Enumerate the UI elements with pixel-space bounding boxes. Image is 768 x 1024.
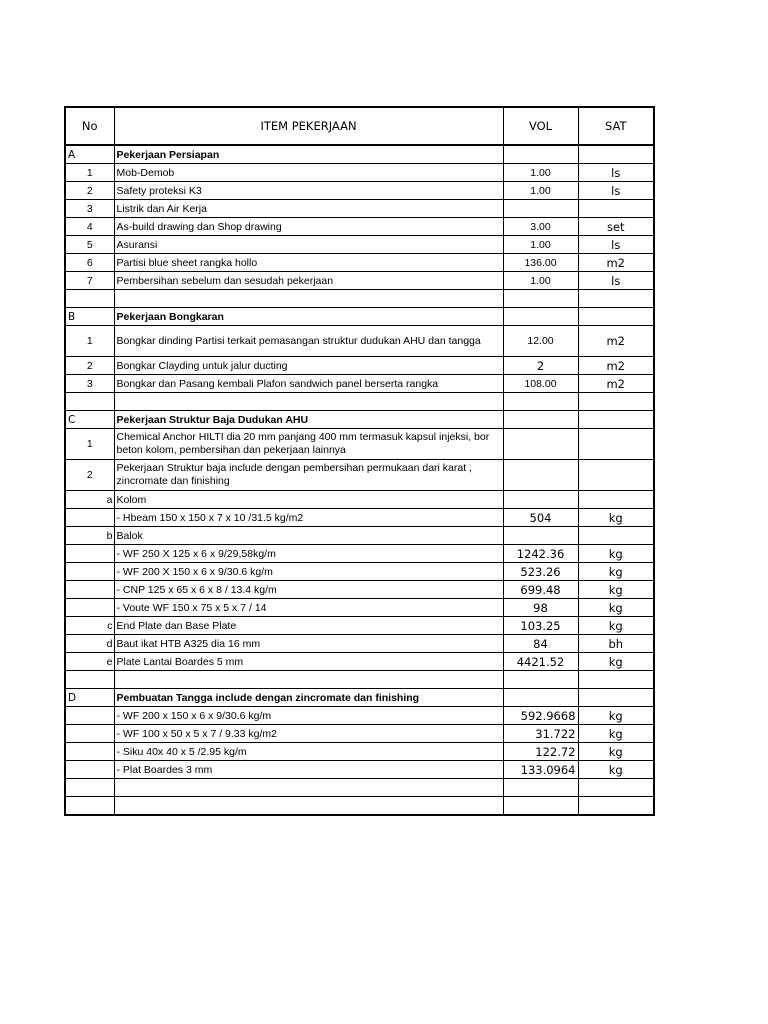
cell-no: e bbox=[65, 653, 114, 671]
cell-no bbox=[65, 599, 114, 617]
table-row bbox=[65, 599, 654, 617]
table-row bbox=[65, 182, 654, 200]
cell-no bbox=[65, 290, 114, 308]
cell-no: 5 bbox=[65, 236, 114, 254]
table-body bbox=[65, 145, 654, 815]
cell-item bbox=[114, 290, 503, 308]
cell-no: C bbox=[65, 411, 114, 429]
table-row bbox=[65, 272, 654, 290]
cell-item: - WF 100 x 50 x 5 x 7 / 9.33 kg/m2 bbox=[114, 725, 503, 743]
cell-item: - Plat Boardes 3 mm bbox=[114, 761, 503, 779]
cell-no: b bbox=[65, 527, 114, 545]
cell-sat bbox=[578, 491, 654, 509]
blank-row bbox=[65, 290, 654, 308]
cell-no bbox=[65, 779, 114, 797]
cell-no: d bbox=[65, 635, 114, 653]
blank-row bbox=[65, 671, 654, 689]
cell-sat: kg bbox=[578, 617, 654, 635]
cell-item: Pekerjaan Struktur baja include dengan pembersihan permukaan dari karat , zincromate dan finishing bbox=[114, 460, 503, 491]
cell-item bbox=[114, 671, 503, 689]
cell-no: 3 bbox=[65, 200, 114, 218]
blank-row bbox=[65, 393, 654, 411]
cell-sat bbox=[578, 393, 654, 411]
cell-vol bbox=[503, 200, 578, 218]
cell-item bbox=[114, 779, 503, 797]
cell-no: 1 bbox=[65, 326, 114, 357]
cell-sat bbox=[578, 779, 654, 797]
cell-no bbox=[65, 761, 114, 779]
cell-no: 2 bbox=[65, 357, 114, 375]
cell-sat: set bbox=[578, 218, 654, 236]
cell-sat: kg bbox=[578, 653, 654, 671]
cell-vol bbox=[503, 393, 578, 411]
cell-item: End Plate dan Base Plate bbox=[114, 617, 503, 635]
table-row bbox=[65, 617, 654, 635]
cell-no: 2 bbox=[65, 460, 114, 491]
cell-vol: 4421.52 bbox=[503, 653, 578, 671]
table-row bbox=[65, 707, 654, 725]
cell-no bbox=[65, 797, 114, 816]
cell-no: c bbox=[65, 617, 114, 635]
cell-sat: bh bbox=[578, 635, 654, 653]
table-row bbox=[65, 164, 654, 182]
table-row bbox=[65, 236, 654, 254]
cell-vol bbox=[503, 460, 578, 491]
cell-sat: kg bbox=[578, 707, 654, 725]
cell-vol bbox=[503, 527, 578, 545]
cell-sat: ls bbox=[578, 236, 654, 254]
table-row bbox=[65, 509, 654, 527]
cell-no: 6 bbox=[65, 254, 114, 272]
cell-vol: 108.00 bbox=[503, 375, 578, 393]
cell-no: D bbox=[65, 689, 114, 707]
cell-vol: 31.722 bbox=[503, 725, 578, 743]
cell-vol: 136.00 bbox=[503, 254, 578, 272]
cell-no bbox=[65, 671, 114, 689]
cell-sat bbox=[578, 290, 654, 308]
cell-sat: ls bbox=[578, 272, 654, 290]
cell-item: Chemical Anchor HILTI dia 20 mm panjang 400 mm termasuk kapsul injeksi, bor beton kolom, pembersihan dan pekerjaan lainnya bbox=[114, 429, 503, 460]
cell-sat: kg bbox=[578, 545, 654, 563]
cell-vol: 122.72 bbox=[503, 743, 578, 761]
cell-sat: m2 bbox=[578, 254, 654, 272]
cell-item: Listrik dan Air Kerja bbox=[114, 200, 503, 218]
blank-row bbox=[65, 779, 654, 797]
cell-item: Bongkar Clayding untuk jalur ducting bbox=[114, 357, 503, 375]
cell-sat: m2 bbox=[578, 375, 654, 393]
cell-vol bbox=[503, 429, 578, 460]
cell-sat: kg bbox=[578, 563, 654, 581]
cell-no bbox=[65, 581, 114, 599]
cell-vol: 3.00 bbox=[503, 218, 578, 236]
table-row bbox=[65, 326, 654, 357]
cell-item bbox=[114, 393, 503, 411]
cell-vol bbox=[503, 308, 578, 326]
cell-item: Balok bbox=[114, 527, 503, 545]
cell-sat bbox=[578, 460, 654, 491]
cell-sat bbox=[578, 671, 654, 689]
cell-vol: 133.0964 bbox=[503, 761, 578, 779]
cell-no: 4 bbox=[65, 218, 114, 236]
cell-sat: kg bbox=[578, 725, 654, 743]
section-row bbox=[65, 308, 654, 326]
cell-vol bbox=[503, 797, 578, 816]
cell-sat: m2 bbox=[578, 357, 654, 375]
cell-item: Partisi blue sheet rangka hollo bbox=[114, 254, 503, 272]
header-vol: VOL bbox=[503, 107, 578, 145]
cell-item: - WF 200 x 150 x 6 x 9/30.6 kg/m bbox=[114, 707, 503, 725]
cell-sat: m2 bbox=[578, 326, 654, 357]
cell-item: Pembuatan Tangga include dengan zincromate dan finishing bbox=[114, 689, 503, 707]
table-row bbox=[65, 375, 654, 393]
table-row bbox=[65, 635, 654, 653]
cell-item: Pekerjaan Bongkaran bbox=[114, 308, 503, 326]
cell-vol bbox=[503, 689, 578, 707]
cell-no bbox=[65, 563, 114, 581]
cell-no: 7 bbox=[65, 272, 114, 290]
cell-sat: ls bbox=[578, 164, 654, 182]
cell-sat bbox=[578, 527, 654, 545]
cell-item: - WF 200 X 150 x 6 x 9/30.6 kg/m bbox=[114, 563, 503, 581]
cell-no: 3 bbox=[65, 375, 114, 393]
cell-item: Mob-Demob bbox=[114, 164, 503, 182]
cell-item: - Hbeam 150 x 150 x 7 x 10 /31.5 kg/m2 bbox=[114, 509, 503, 527]
cell-no bbox=[65, 725, 114, 743]
section-row bbox=[65, 689, 654, 707]
header-no: No bbox=[65, 107, 114, 145]
cell-item: - Voute WF 150 x 75 x 5 x 7 / 14 bbox=[114, 599, 503, 617]
table-row bbox=[65, 653, 654, 671]
section-row bbox=[65, 145, 654, 164]
cell-no bbox=[65, 545, 114, 563]
cell-sat: kg bbox=[578, 581, 654, 599]
cell-no: A bbox=[65, 145, 114, 164]
table-row bbox=[65, 429, 654, 460]
cell-item bbox=[114, 797, 503, 816]
header-item: ITEM PEKERJAAN bbox=[114, 107, 503, 145]
cell-sat bbox=[578, 145, 654, 164]
cell-vol: 1.00 bbox=[503, 164, 578, 182]
cell-item: Pekerjaan Struktur Baja Dudukan AHU bbox=[114, 411, 503, 429]
table-row bbox=[65, 200, 654, 218]
cell-item: Asuransi bbox=[114, 236, 503, 254]
cell-vol: 1.00 bbox=[503, 182, 578, 200]
cell-vol: 1242.36 bbox=[503, 545, 578, 563]
cell-sat: kg bbox=[578, 599, 654, 617]
cell-sat bbox=[578, 689, 654, 707]
cell-sat bbox=[578, 797, 654, 816]
cell-vol: 523.26 bbox=[503, 563, 578, 581]
cell-sat: ls bbox=[578, 182, 654, 200]
cell-item: - CNP 125 x 65 x 6 x 8 / 13.4 kg/m bbox=[114, 581, 503, 599]
cell-no: a bbox=[65, 491, 114, 509]
cell-no bbox=[65, 509, 114, 527]
cell-sat bbox=[578, 308, 654, 326]
table-row bbox=[65, 743, 654, 761]
table-row bbox=[65, 357, 654, 375]
cell-sat bbox=[578, 411, 654, 429]
table-row bbox=[65, 581, 654, 599]
cell-sat bbox=[578, 200, 654, 218]
cell-sat: kg bbox=[578, 509, 654, 527]
cell-vol bbox=[503, 411, 578, 429]
cell-item: - WF 250 X 125 x 6 x 9/29,58kg/m bbox=[114, 545, 503, 563]
cell-no bbox=[65, 743, 114, 761]
cell-item: Pembersihan sebelum dan sesudah pekerjaan bbox=[114, 272, 503, 290]
cell-no bbox=[65, 393, 114, 411]
section-row bbox=[65, 411, 654, 429]
table-row bbox=[65, 254, 654, 272]
table-row bbox=[65, 491, 654, 509]
blank-row bbox=[65, 797, 654, 816]
cell-item: Kolom bbox=[114, 491, 503, 509]
cell-item: Bongkar dan Pasang kembali Plafon sandwich panel berserta rangka bbox=[114, 375, 503, 393]
cell-vol bbox=[503, 779, 578, 797]
table-row bbox=[65, 761, 654, 779]
boq-table bbox=[64, 106, 655, 816]
cell-vol: 12.00 bbox=[503, 326, 578, 357]
cell-vol: 2 bbox=[503, 357, 578, 375]
cell-vol bbox=[503, 290, 578, 308]
table-row bbox=[65, 545, 654, 563]
cell-vol: 504 bbox=[503, 509, 578, 527]
cell-item: Plate Lantai Boardes 5 mm bbox=[114, 653, 503, 671]
cell-no: B bbox=[65, 308, 114, 326]
cell-no: 1 bbox=[65, 429, 114, 460]
cell-vol: 592.9668 bbox=[503, 707, 578, 725]
table-row bbox=[65, 460, 654, 491]
cell-vol: 98 bbox=[503, 599, 578, 617]
cell-no: 2 bbox=[65, 182, 114, 200]
table-row bbox=[65, 527, 654, 545]
cell-item: Baut ikat HTB A325 dia 16 mm bbox=[114, 635, 503, 653]
cell-vol: 103.25 bbox=[503, 617, 578, 635]
cell-vol bbox=[503, 671, 578, 689]
cell-item: As-build drawing dan Shop drawing bbox=[114, 218, 503, 236]
cell-vol: 699.48 bbox=[503, 581, 578, 599]
cell-sat bbox=[578, 429, 654, 460]
cell-vol: 1.00 bbox=[503, 272, 578, 290]
cell-vol bbox=[503, 491, 578, 509]
cell-vol: 84 bbox=[503, 635, 578, 653]
cell-item: Safety proteksi K3 bbox=[114, 182, 503, 200]
cell-item: - Siku 40x 40 x 5 /2.95 kg/m bbox=[114, 743, 503, 761]
cell-item: Pekerjaan Persiapan bbox=[114, 145, 503, 164]
table-row bbox=[65, 563, 654, 581]
cell-no: 1 bbox=[65, 164, 114, 182]
cell-no bbox=[65, 707, 114, 725]
cell-vol: 1.00 bbox=[503, 236, 578, 254]
cell-item: Bongkar dinding Partisi terkait pemasangan struktur dudukan AHU dan tangga bbox=[114, 326, 503, 357]
table-row bbox=[65, 218, 654, 236]
cell-sat: kg bbox=[578, 761, 654, 779]
header-sat: SAT bbox=[578, 107, 654, 145]
cell-vol bbox=[503, 145, 578, 164]
table-row bbox=[65, 725, 654, 743]
cell-sat: kg bbox=[578, 743, 654, 761]
header-row bbox=[65, 107, 654, 145]
